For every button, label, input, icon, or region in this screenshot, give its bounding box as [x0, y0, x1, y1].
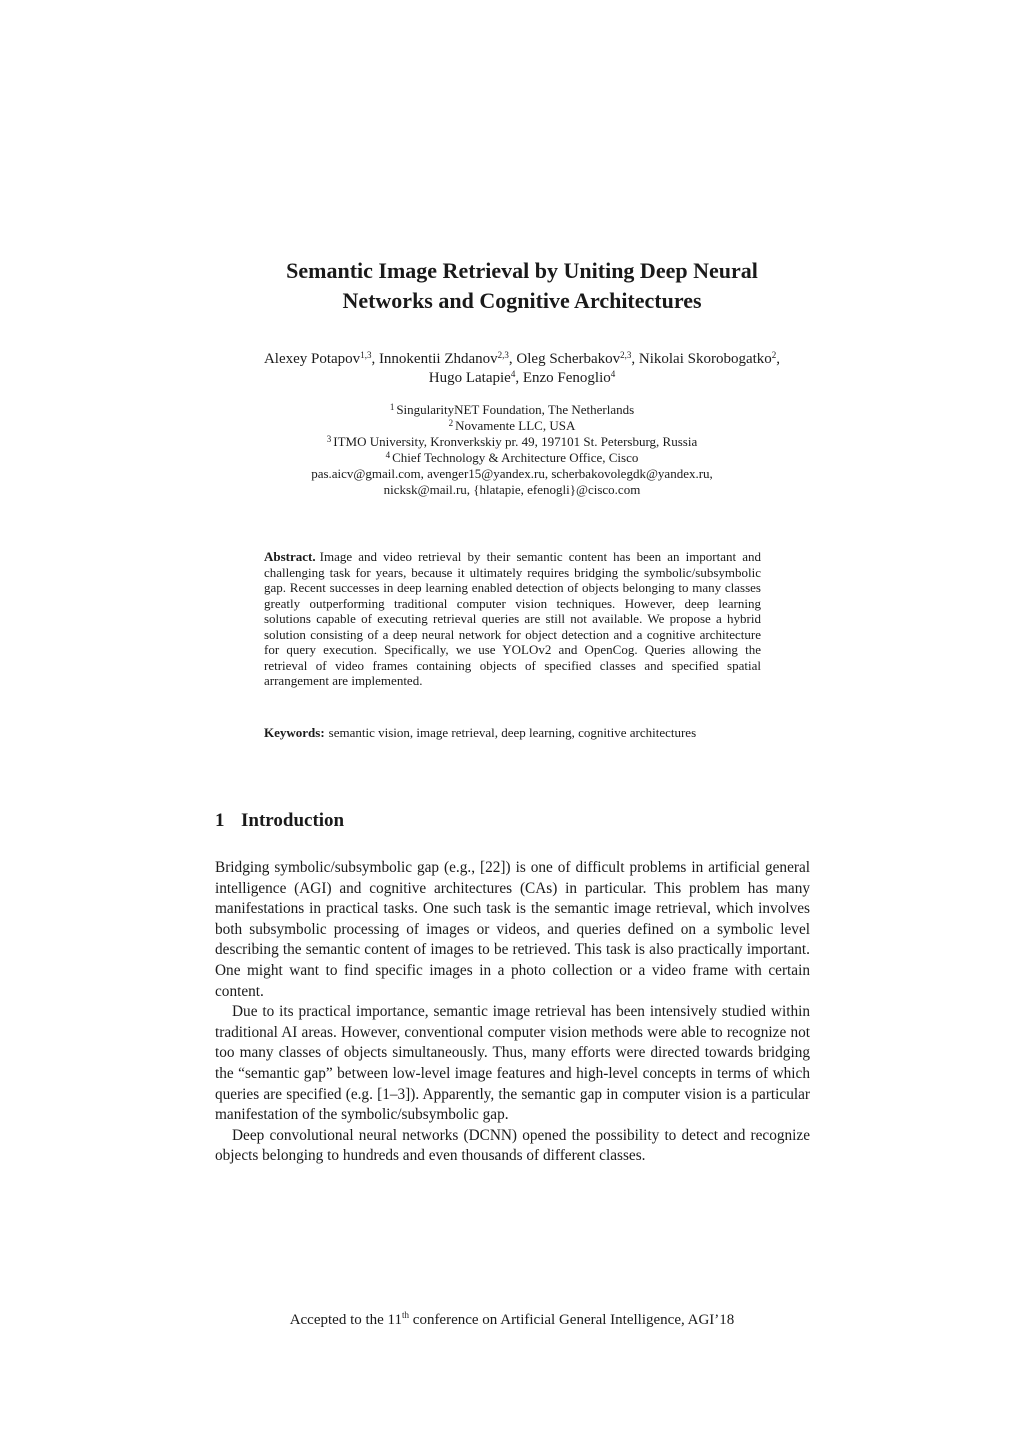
- author-affiliation-marker: 2,3: [497, 350, 509, 360]
- abstract: [264, 549, 761, 689]
- affiliation-text: SingularityNET Foundation, The Netherlands: [396, 402, 635, 417]
- author-name: Alexey Potapov: [263, 351, 361, 367]
- body-paragraph: Due to its practical importance, semantic image retrieval has been intensively studied within traditional AI areas. However, conventional computer vision methods were able to recognize not too many classes of objects simultaneously. Thus, many efforts were directed towards bridging the “semantic gap” between low-level image features and high-level concepts in terms of which queries are specified (e.g. [1–3]). Apparently, the semantic gap in computer vision is a particular manifestation of the symbolic/subsymbolic gap.: [215, 1003, 810, 1124]
- abstract-label: Abstract.: [264, 549, 316, 564]
- author-separator: ,: [776, 351, 781, 367]
- body-text: [215, 858, 810, 1167]
- author-affiliation-marker: 2: [771, 350, 777, 360]
- author-affiliation-marker: 4: [610, 369, 616, 379]
- affiliation-marker: 3: [326, 434, 332, 444]
- affiliation-marker: 2: [448, 418, 454, 428]
- affiliation-text: Chief Technology & Architecture Office, Cisco: [392, 450, 639, 465]
- abstract-text: Image and video retrieval by their semantic content has been an important and challenging task for years, because it ultimately requires bridging the symbolic/subsymbolic gap. Recent successes in deep learning enabled detection of objects belonging to many classes greatly outperforming traditional computer vision techniques. However, deep learning solutions capable of executing retrieval queries are still not available. We propose a hybrid solution consisting of a deep neural network for object detection and a cognitive architecture for query execution. Specifically, we use YOLOv2 and OpenCog. Queries allowing the retrieval of video frames containing objects of specified classes and specified spatial arrangement are implemented.: [264, 549, 761, 688]
- paper-title-line: Networks and Cognitive Architectures: [342, 288, 702, 313]
- author-separator: ,: [631, 351, 639, 367]
- author-name: Nikolai Skorobogatko: [638, 351, 772, 367]
- affiliation-line: [262, 402, 762, 418]
- section-heading: [215, 808, 344, 834]
- keywords-text: semantic vision, image retrieval, deep learning, cognitive architectures: [328, 725, 697, 740]
- body-paragraph: Deep convolutional neural networks (DCNN) opened the possibility to detect and recognize objects belonging to hundreds and even thousands of different classes.: [215, 1126, 810, 1165]
- author-affiliation-marker: 1,3: [360, 350, 372, 360]
- author-name: Oleg Scherbakov: [516, 351, 621, 367]
- affiliations: [262, 402, 762, 498]
- email-line: nicksk@mail.ru, {hlatapie, efenogli}@cisco.com: [383, 482, 641, 497]
- keywords: [264, 725, 761, 741]
- footer-text: conference on Artificial General Intelligence, AGI’18: [409, 1312, 735, 1328]
- author-separator: ,: [371, 351, 379, 367]
- affiliation-text: ITMO University, Kronverkskiy pr. 49, 197101 St. Petersburg, Russia: [333, 434, 698, 449]
- section-number: 1: [215, 810, 225, 831]
- author-affiliation-marker: 4: [510, 369, 516, 379]
- affiliation-line: [262, 434, 762, 450]
- affiliation-line: [262, 450, 762, 466]
- affiliation-line: [262, 418, 762, 434]
- affiliation-marker: 4: [385, 450, 391, 460]
- author-separator: ,: [515, 370, 523, 386]
- footer-note: [150, 1310, 874, 1330]
- email-line: pas.aicv@gmail.com, avenger15@yandex.ru, scherbakovolegdk@yandex.ru,: [311, 466, 713, 481]
- author-name: Hugo Latapie: [428, 370, 511, 386]
- body-paragraph: Bridging symbolic/subsymbolic gap (e.g., [22]) is one of difficult problems in artificial general intelligence (AGI) and cognitive architectures (CAs) in particular. This problem has many manifestations in practical tasks. One such task is the semantic image retrieval, which involves both subsymbolic processing of images or videos, and queries defined on a symbolic level describing the semantic content of images to be retrieved. This task is also practically important. One might want to find specific images in a photo collection or a video frame with certain content.: [215, 859, 810, 1000]
- paper-title: [200, 256, 844, 316]
- affiliation-marker: 1: [389, 402, 395, 412]
- author-list: [262, 350, 782, 388]
- keywords-label: Keywords:: [264, 725, 325, 740]
- author-affiliation-marker: 2,3: [620, 350, 632, 360]
- author-name: Enzo Fenoglio: [522, 370, 611, 386]
- paper-title-line: Semantic Image Retrieval by Uniting Deep Neural: [286, 258, 758, 283]
- footer-ordinal-suffix: th: [402, 1310, 410, 1320]
- author-name: Innokentii Zhdanov: [378, 351, 498, 367]
- affiliation-text: Novamente LLC, USA: [455, 418, 576, 433]
- footer-text: Accepted to the 11: [289, 1312, 403, 1328]
- author-separator: ,: [508, 351, 517, 367]
- section-title: Introduction: [241, 810, 345, 831]
